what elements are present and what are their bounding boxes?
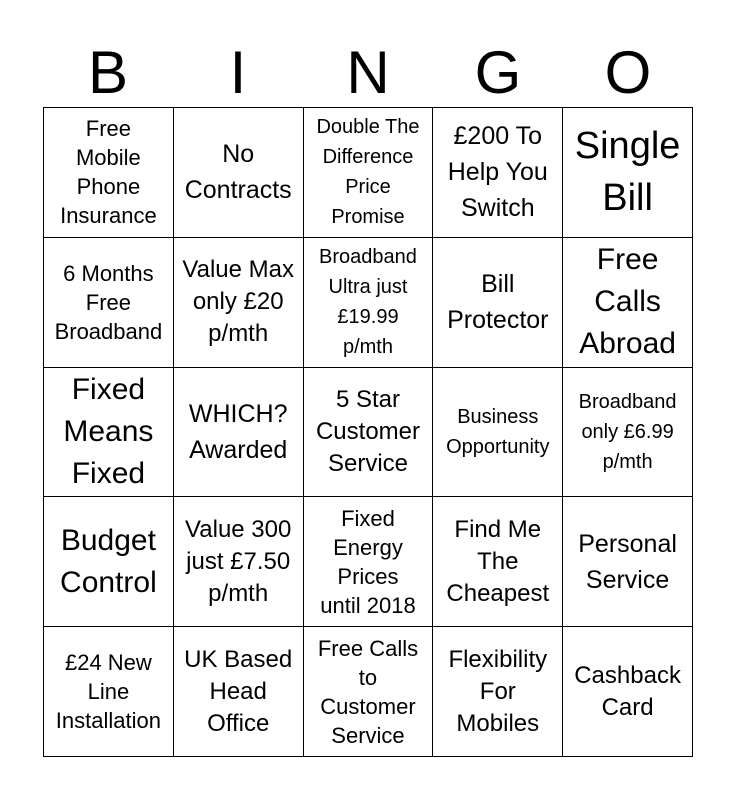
bingo-cell: Free Mobile Phone Insurance xyxy=(44,108,174,238)
header-letter-b: B xyxy=(87,39,129,106)
header-letter-g: G xyxy=(474,39,522,106)
header-letter-n: N xyxy=(346,39,390,106)
bingo-cell: Personal Service xyxy=(563,497,693,627)
bingo-card xyxy=(43,107,693,757)
bingo-cell: Double The Difference Price Promise xyxy=(304,108,434,238)
bingo-cell: Broadband only £6.99 p/mth xyxy=(563,368,693,498)
bingo-cell: Value Max only £20 p/mth xyxy=(174,238,304,368)
bingo-cell: £24 New Line Installation xyxy=(44,627,174,757)
header-letter-i: I xyxy=(229,39,247,106)
bingo-cell: Fixed Energy Prices until 2018 xyxy=(304,497,434,627)
bingo-cell: Bill Protector xyxy=(433,238,563,368)
bingo-cell: 6 Months Free Broadband xyxy=(44,238,174,368)
bingo-cell: Fixed Means Fixed xyxy=(44,368,174,498)
bingo-cell: Flexibility For Mobiles xyxy=(433,627,563,757)
bingo-cell: Value 300 just £7.50 p/mth xyxy=(174,497,304,627)
bingo-cell: £200 To Help You Switch xyxy=(433,108,563,238)
bingo-cell: Find Me The Cheapest xyxy=(433,497,563,627)
bingo-cell: Broadband Ultra just £19.99 p/mth xyxy=(304,238,434,368)
bingo-cell: UK Based Head Office xyxy=(174,627,304,757)
bingo-header xyxy=(43,40,693,106)
bingo-cell: Single Bill xyxy=(563,108,693,238)
bingo-cell: Business Opportunity xyxy=(433,368,563,498)
bingo-cell: 5 Star Customer Service xyxy=(304,368,434,498)
bingo-cell: Cashback Card xyxy=(563,627,693,757)
bingo-cell: Free Calls Abroad xyxy=(563,238,693,368)
bingo-cell: Free Calls to Customer Service xyxy=(304,627,434,757)
bingo-cell: WHICH? Awarded xyxy=(174,368,304,498)
bingo-cell: Budget Control xyxy=(44,497,174,627)
header-letter-o: O xyxy=(604,39,652,106)
bingo-cell: No Contracts xyxy=(174,108,304,238)
